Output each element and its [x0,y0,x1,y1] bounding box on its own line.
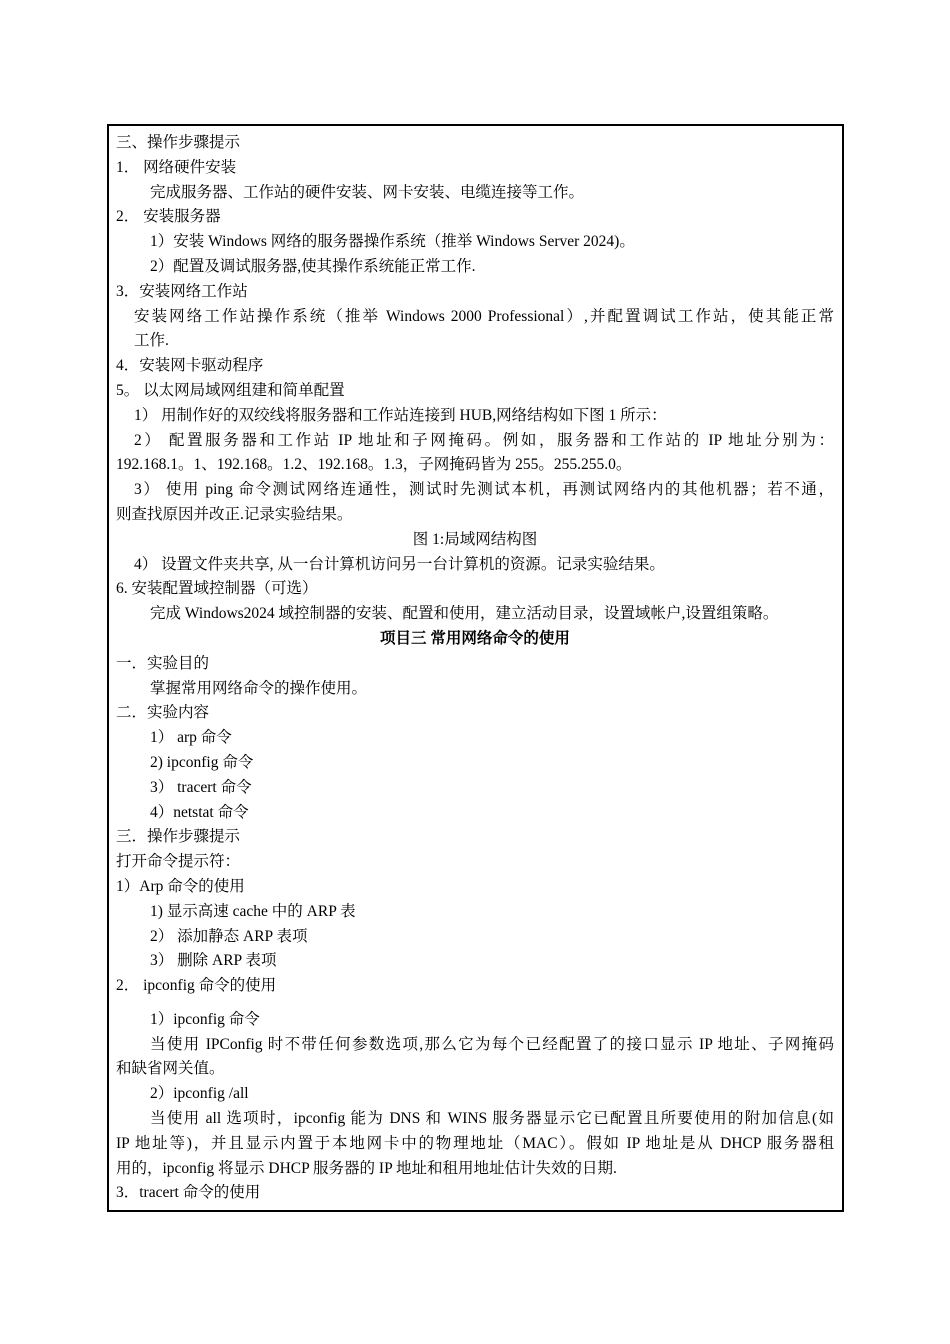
list-item: 3） 使用 ping 命令测试网络连通性，测试时先测试本机，再测试网络内的其他机器；若不通， [134,481,834,499]
figure-caption: 图 1:局域网结构图 [412,530,538,548]
list-item: 2） 配置服务器和工作站 IP 地址和子网掩码。例如，服务器和工作站的 IP 地址分别为： [134,431,834,449]
paragraph: 当使用 IPConfig 时不带任何参数选项,那么它为每个已经配置了的接口显示 IP 地址、子网掩码 [150,1035,834,1053]
document-body [116,131,834,1206]
list-item: 4）netstat 命令 [150,803,249,821]
paragraph: 打开命令提示符： [116,853,241,871]
step-heading: 6. 安装配置域控制器（可选） [116,580,318,598]
paragraph: IP 地址等)，并且显示内置于本地网卡中的物理地址（MAC）。假如 IP 地址是从 DHCP 服务器租 [116,1134,834,1152]
list-item: 2） 添加静态 ARP 表项 [150,927,308,945]
list-item: 3） 删除 ARP 表项 [150,952,277,970]
list-item: 1）安装 Windows 网络的服务器操作系统（推举 Windows Server 2024)。 [150,233,635,251]
step-heading: 5。 以太网局域网组建和简单配置 [116,381,345,399]
list-item: 1) 显示高速 cache 中的 ARP 表 [150,902,356,920]
list-item: 1） 用制作好的双绞线将服务器和工作站连接到 HUB,网络结构如下图 1 所示： [134,406,667,424]
step-heading: 2． ipconfig 命令的使用 [116,977,277,995]
list-item: 2) ipconfig 命令 [150,753,254,771]
step-heading: 3．安装网络工作站 [116,282,248,300]
section-heading: 二．实验内容 [116,704,210,722]
paragraph: 则查找原因并改正.记录实验结果。 [116,505,353,523]
list-item: 2）ipconfig /all [150,1085,249,1103]
paragraph: 当使用 all 选项时，ipconfig 能为 DNS 和 WINS 服务器显示它已配置且所要使用的附加信息(如 [150,1110,834,1128]
section-heading: 三、操作步骤提示 [116,134,241,151]
paragraph: 192.168.1。1、192.168。1.2、192.168。1.3，子网掩码皆为 255。255.255.0。 [116,456,632,474]
section-heading: 一．实验目的 [116,654,210,672]
section-heading: 三．操作步骤提示 [116,828,241,846]
step-heading: 1． 网络硬件安装 [116,158,237,176]
step-heading: 4．安装网卡驱动程序 [116,357,264,375]
step-heading: 3．tracert 命令的使用 [116,1184,261,1202]
project-title: 项目三 常用网络命令的使用 [380,629,570,647]
list-item: 1）ipconfig 命令 [150,1010,260,1028]
paragraph: 安装网络工作站操作系统（推举 Windows 2000 Professional）,并配置调试工作站，使其能正常 [134,307,834,325]
list-item: 2）配置及调试服务器,使其操作系统能正常工作. [150,257,476,275]
list-item: 4） 设置文件夹共享, 从一台计算机访问另一台计算机的资源。记录实验结果。 [134,555,665,573]
paragraph: 掌握常用网络命令的操作使用。 [150,679,368,697]
spacer [116,999,834,1008]
list-item: 3） tracert 命令 [150,778,252,796]
paragraph: 完成 Windows2024 域控制器的安装、配置和使用，建立活动目录，设置域帐户,设置组策略。 [150,605,779,623]
list-item: 1） arp 命令 [150,729,232,747]
step-heading: 1）Arp 命令的使用 [116,877,245,895]
paragraph: 用的，ipconfig 将显示 DHCP 服务器的 IP 地址和租用地址估计失效的日期. [116,1159,617,1177]
step-heading: 2． 安装服务器 [116,208,221,226]
paragraph: 工作. [134,332,169,350]
paragraph: 和缺省网关值。 [116,1060,225,1078]
paragraph: 完成服务器、工作站的硬件安装、网卡安装、电缆连接等工作。 [150,183,585,201]
